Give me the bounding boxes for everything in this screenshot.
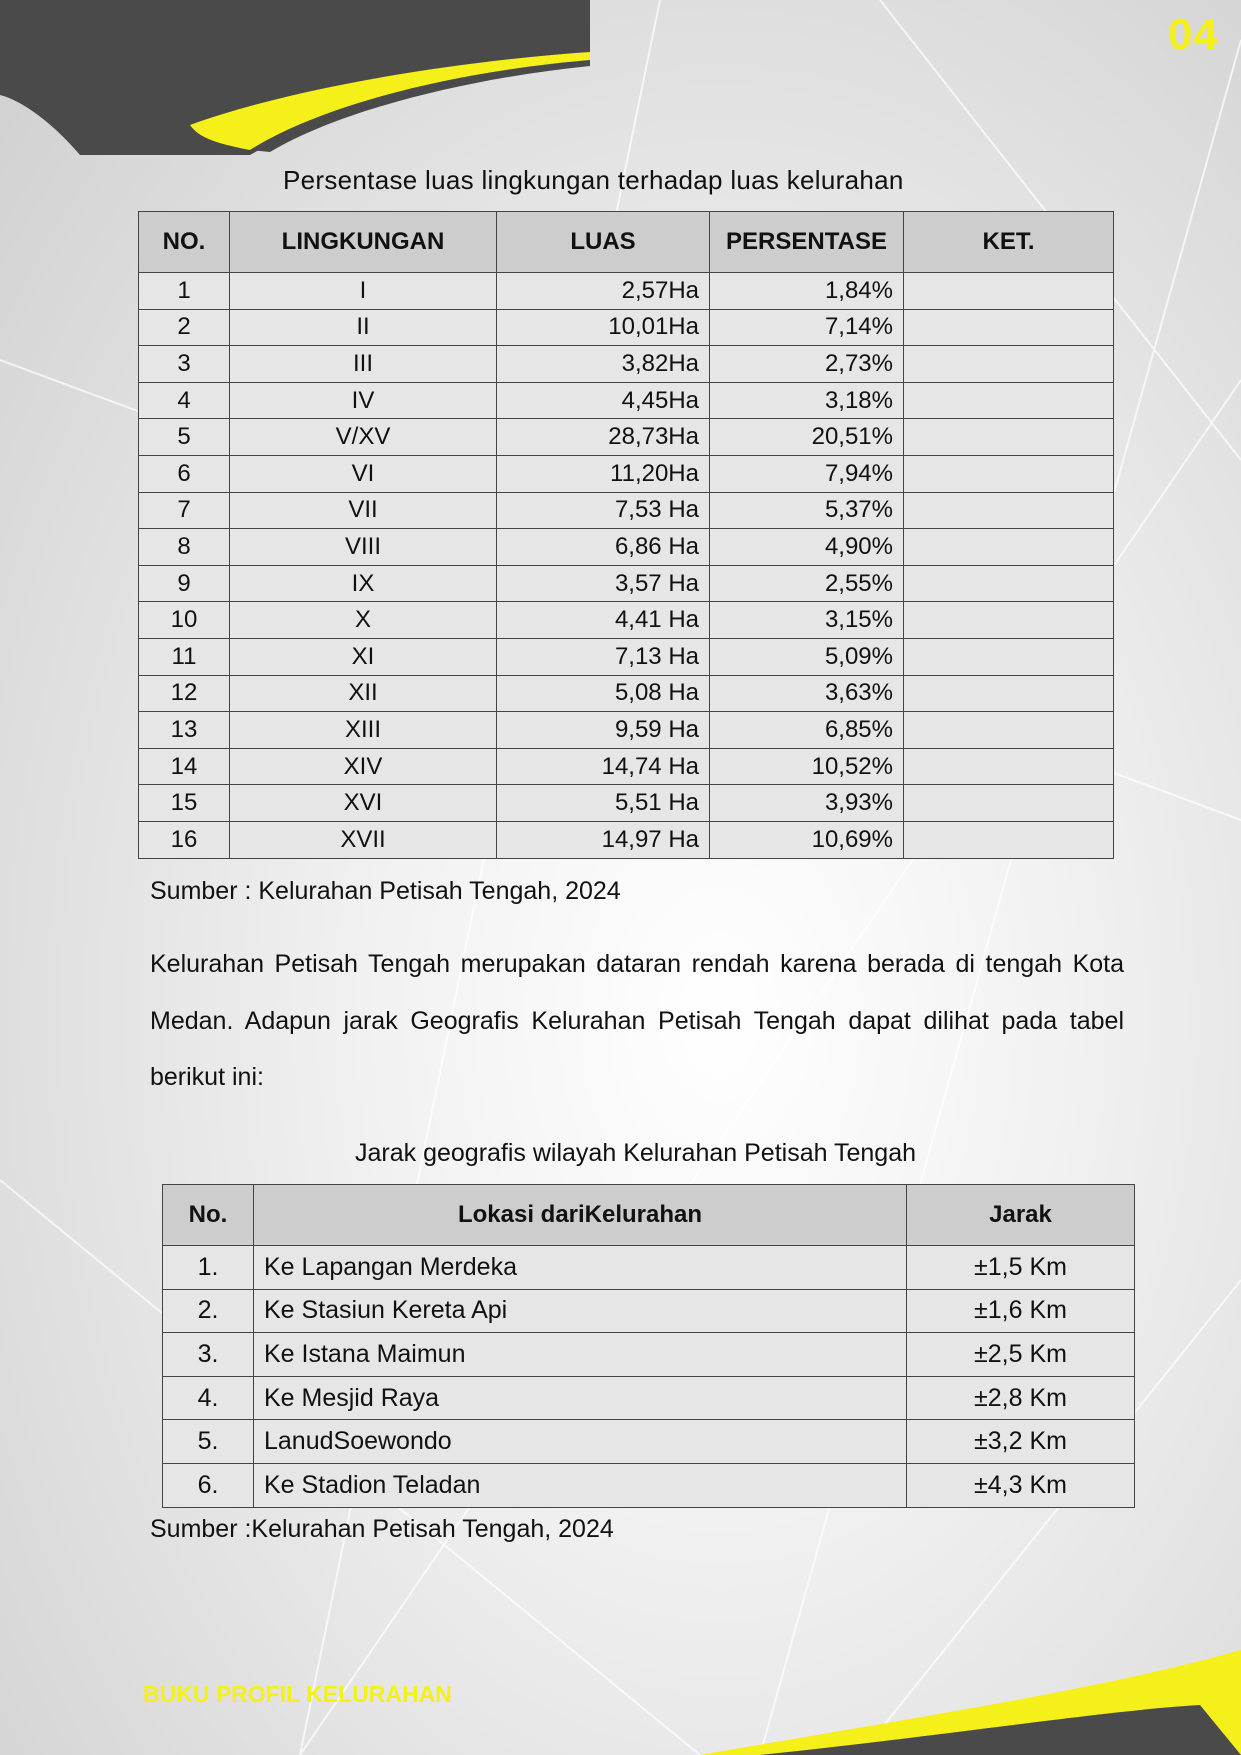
table-cell [904,748,1114,785]
table-cell: 4 [139,382,230,419]
table-cell: 5 [139,419,230,456]
table-row [139,529,1114,566]
table-cell: Ke Mesjid Raya [254,1376,907,1420]
table-cell: 4. [163,1376,254,1420]
table-cell [904,675,1114,712]
table-cell [904,346,1114,383]
table-cell: XIV [230,748,497,785]
table-row [139,455,1114,492]
table-cell: IX [230,565,497,602]
table-cell: 4,90% [710,529,904,566]
table-cell: Ke Lapangan Merdeka [254,1246,907,1290]
table-cell: ±2,5 Km [907,1333,1135,1377]
table-cell: 5,09% [710,638,904,675]
table-cell: X [230,602,497,639]
table-cell: 13 [139,712,230,749]
table-cell: 28,73Ha [497,419,710,456]
table-cell: 3,18% [710,382,904,419]
table-cell: 1,84% [710,273,904,310]
header-persentase: PERSENTASE [710,212,904,273]
table-row [139,602,1114,639]
table-row [139,346,1114,383]
table-cell: 8 [139,529,230,566]
table-cell [904,602,1114,639]
table-cell: 15 [139,785,230,822]
table-header-row [139,212,1114,273]
table-cell [904,785,1114,822]
table-cell: 11,20Ha [497,455,710,492]
table-cell [904,529,1114,566]
table-cell: 5,37% [710,492,904,529]
table-row [163,1289,1135,1333]
table-row [139,273,1114,310]
table-cell: 9 [139,565,230,602]
geographic-distance-table [162,1184,1135,1508]
table-cell: IV [230,382,497,419]
table-cell: VII [230,492,497,529]
table-cell: 16 [139,821,230,858]
table-row [139,382,1114,419]
table-cell: Ke Stasiun Kereta Api [254,1289,907,1333]
table-cell: 7,53 Ha [497,492,710,529]
table-cell: 3,82Ha [497,346,710,383]
table-row [139,675,1114,712]
table-cell: VI [230,455,497,492]
table-cell: 3,15% [710,602,904,639]
table-cell: 3,63% [710,675,904,712]
table-cell: 2 [139,309,230,346]
table-cell [904,492,1114,529]
table-cell: XVII [230,821,497,858]
table-row [139,492,1114,529]
footer-title: BUKU PROFIL KELURAHAN [143,1681,452,1707]
table-cell: 1 [139,273,230,310]
table-cell: 20,51% [710,419,904,456]
table-cell: 14,97 Ha [497,821,710,858]
table-cell: I [230,273,497,310]
table-cell [904,419,1114,456]
table-row [139,638,1114,675]
table-cell: XIII [230,712,497,749]
header-ket: KET. [904,212,1114,273]
table-cell: 2. [163,1289,254,1333]
table-row [163,1420,1135,1464]
table-cell: 5,08 Ha [497,675,710,712]
table-cell: 14 [139,748,230,785]
table-cell [904,638,1114,675]
table-cell: 3,57 Ha [497,565,710,602]
table-cell: 2,73% [710,346,904,383]
table1-caption: Persentase luas lingkungan terhadap luas kelurahan [283,165,904,195]
land-area-table [138,211,1114,859]
table-cell: XVI [230,785,497,822]
table-cell: 5,51 Ha [497,785,710,822]
table-cell: 6 [139,455,230,492]
table-cell: 6,86 Ha [497,529,710,566]
table-cell: 7 [139,492,230,529]
table-cell: 10,69% [710,821,904,858]
table-cell: 3. [163,1333,254,1377]
table-cell: 3 [139,346,230,383]
table-cell [904,821,1114,858]
table-cell: XI [230,638,497,675]
table-cell: 2,57Ha [497,273,710,310]
table1-source: Sumber : Kelurahan Petisah Tengah, 2024 [150,877,621,905]
table-cell [904,309,1114,346]
table2-caption: Jarak geografis wilayah Kelurahan Petisah Tengah [355,1139,917,1167]
table-cell: 7,94% [710,455,904,492]
table-cell: 6,85% [710,712,904,749]
table-cell: ±1,5 Km [907,1246,1135,1290]
table-cell [904,565,1114,602]
table-header-row [163,1185,1135,1246]
table-cell: 1. [163,1246,254,1290]
table-cell: V/XV [230,419,497,456]
page-number: 04 [1168,10,1219,59]
table2-source: Sumber :Kelurahan Petisah Tengah, 2024 [150,1515,614,1543]
table-cell: 9,59 Ha [497,712,710,749]
table-row [139,565,1114,602]
table-cell: ±2,8 Km [907,1376,1135,1420]
table-cell: 10,52% [710,748,904,785]
table-cell: 2,55% [710,565,904,602]
table-row [139,748,1114,785]
table-cell: Ke Istana Maimun [254,1333,907,1377]
table-row [139,821,1114,858]
table-cell: LanudSoewondo [254,1420,907,1464]
header-lingkungan: LINGKUNGAN [230,212,497,273]
table-cell: 3,93% [710,785,904,822]
table-row [139,309,1114,346]
table-cell: 6. [163,1463,254,1507]
table-row [139,419,1114,456]
table-row [163,1333,1135,1377]
table-cell [904,455,1114,492]
table-cell [904,712,1114,749]
table-row [163,1376,1135,1420]
header-lokasi: Lokasi dariKelurahan [254,1185,907,1246]
table-row [163,1246,1135,1290]
table-row [163,1463,1135,1507]
table-cell: 4,45Ha [497,382,710,419]
description-paragraph: Kelurahan Petisah Tengah merupakan dataran rendah karena berada di tengah Kota Medan. Adapun jarak Geografis Kelurahan Petisah Tengah dapat dilihat pada tabel berikut ini: [150,950,1124,1091]
table-cell: 12 [139,675,230,712]
table-cell: II [230,309,497,346]
table-cell: 10 [139,602,230,639]
header-no: NO. [139,212,230,273]
header-luas: LUAS [497,212,710,273]
table-cell: III [230,346,497,383]
table-cell: Ke Stadion Teladan [254,1463,907,1507]
table-row [139,712,1114,749]
table-cell: ±4,3 Km [907,1463,1135,1507]
table-cell: ±1,6 Km [907,1289,1135,1333]
table-cell: 7,14% [710,309,904,346]
header-jarak: Jarak [907,1185,1135,1246]
table-cell: 11 [139,638,230,675]
table-cell [904,273,1114,310]
table-cell: 4,41 Ha [497,602,710,639]
table-row [139,785,1114,822]
table-cell: 5. [163,1420,254,1464]
table-cell: 10,01Ha [497,309,710,346]
table-cell: 7,13 Ha [497,638,710,675]
table-cell: VIII [230,529,497,566]
table-cell [904,382,1114,419]
table-cell: ±3,2 Km [907,1420,1135,1464]
header-no: No. [163,1185,254,1246]
table-cell: 14,74 Ha [497,748,710,785]
table-cell: XII [230,675,497,712]
